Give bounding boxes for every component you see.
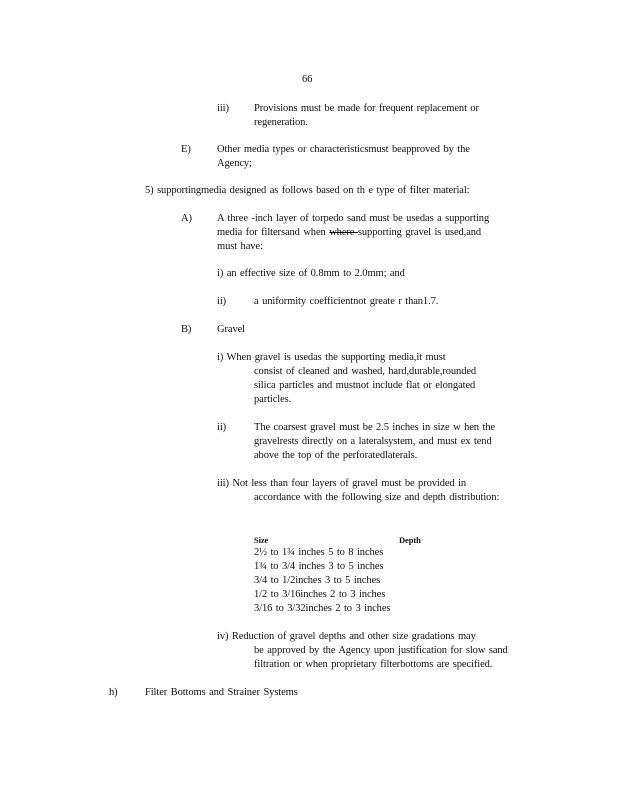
item-iv-line-3: filtration or when proprietary filterbottoms are specified. (254, 659, 493, 670)
table-row: 3/16 to 3/32inches 2 to 3 inches (254, 603, 391, 614)
item-B-sub-ii-line-3: above the top of the perforatedlaterals. (254, 450, 418, 461)
item-B-sub-i-line-3: silica particles and mustnot include flat or elongated (254, 380, 476, 391)
item-A-line-1: A three -inch layer of torpedo sand must be usedas a supporting (217, 213, 490, 224)
item-A-line-2 (217, 226, 481, 240)
item-5-heading: 5) supportingmedia designed as follows based on th e type of filter material: (145, 185, 470, 196)
item-A-line-3: must have: (217, 241, 263, 252)
item-iii-marker: iii) (217, 103, 229, 114)
table-row: 1/2 to 3/16inches 2 to 3 inches (254, 589, 386, 600)
item-B-sub-i-line-1: i) When gravel is usedas the supporting media,it must (217, 352, 446, 363)
item-iii-line-2: regeneration. (254, 117, 308, 128)
item-iv-line-1: iv) Reduction of gravel depths and other size gradations may (217, 631, 476, 642)
item-B-sub-ii-marker: ii) (217, 422, 227, 433)
item-B-marker: B) (181, 324, 192, 335)
table-row: 1¾ to 3/4 inches 3 to 5 inches (254, 561, 384, 572)
page-number: 66 (302, 74, 313, 85)
item-A-line-2-post: supporting gravel is used,and (357, 227, 482, 238)
item-B-sub-i-line-2: consist of cleaned and washed, hard,durable,rounded (254, 366, 477, 377)
item-E-line-2: Agency; (217, 158, 252, 169)
item-A-struck-word: where (329, 227, 358, 238)
item-B-sub-ii-line-1: The coarsest gravel must be 2.5 inches in size w hen the (254, 422, 495, 433)
item-A-sub-i: i) an effective size of 0.8mm to 2.0mm; and (217, 268, 405, 279)
table-row: 3/4 to 1/2inches 3 to 5 inches (254, 575, 381, 586)
item-B-sub-i-line-4: particles. (254, 394, 292, 405)
item-E-line-1: Other media types or characteristicsmust beapproved by the (217, 144, 470, 155)
item-A-sub-ii-text: a uniformity coefficientnot greate r than1.7. (254, 296, 439, 307)
item-B-sub-iii-line-1: iii) Not less than four layers of gravel must be provided in (217, 478, 467, 489)
item-h-marker: h) (109, 687, 118, 698)
item-iii-line-1: Provisions must be made for frequent replacement or (254, 103, 479, 114)
table-header-depth: Depth (399, 535, 421, 545)
table-header-size: Size (254, 535, 269, 545)
item-B-title: Gravel (217, 324, 245, 335)
item-A-sub-ii-marker: ii) (217, 296, 227, 307)
table-row: 2½ to 1¾ inches 5 to 8 inches (254, 547, 384, 558)
item-E-marker: E) (181, 144, 191, 155)
item-h-heading: Filter Bottoms and Strainer Systems (145, 687, 298, 698)
item-B-sub-iii-line-2: accordance with the following size and depth distribution: (254, 492, 500, 503)
item-iv-line-2: be approved by the Agency upon justification for slow sand (254, 645, 508, 656)
item-A-line-2-pre: media for filtersand when (217, 227, 330, 238)
item-A-marker: A) (181, 213, 192, 224)
item-B-sub-ii-line-2: gravelrests directly on a lateralsystem, and must ex tend (254, 436, 492, 447)
